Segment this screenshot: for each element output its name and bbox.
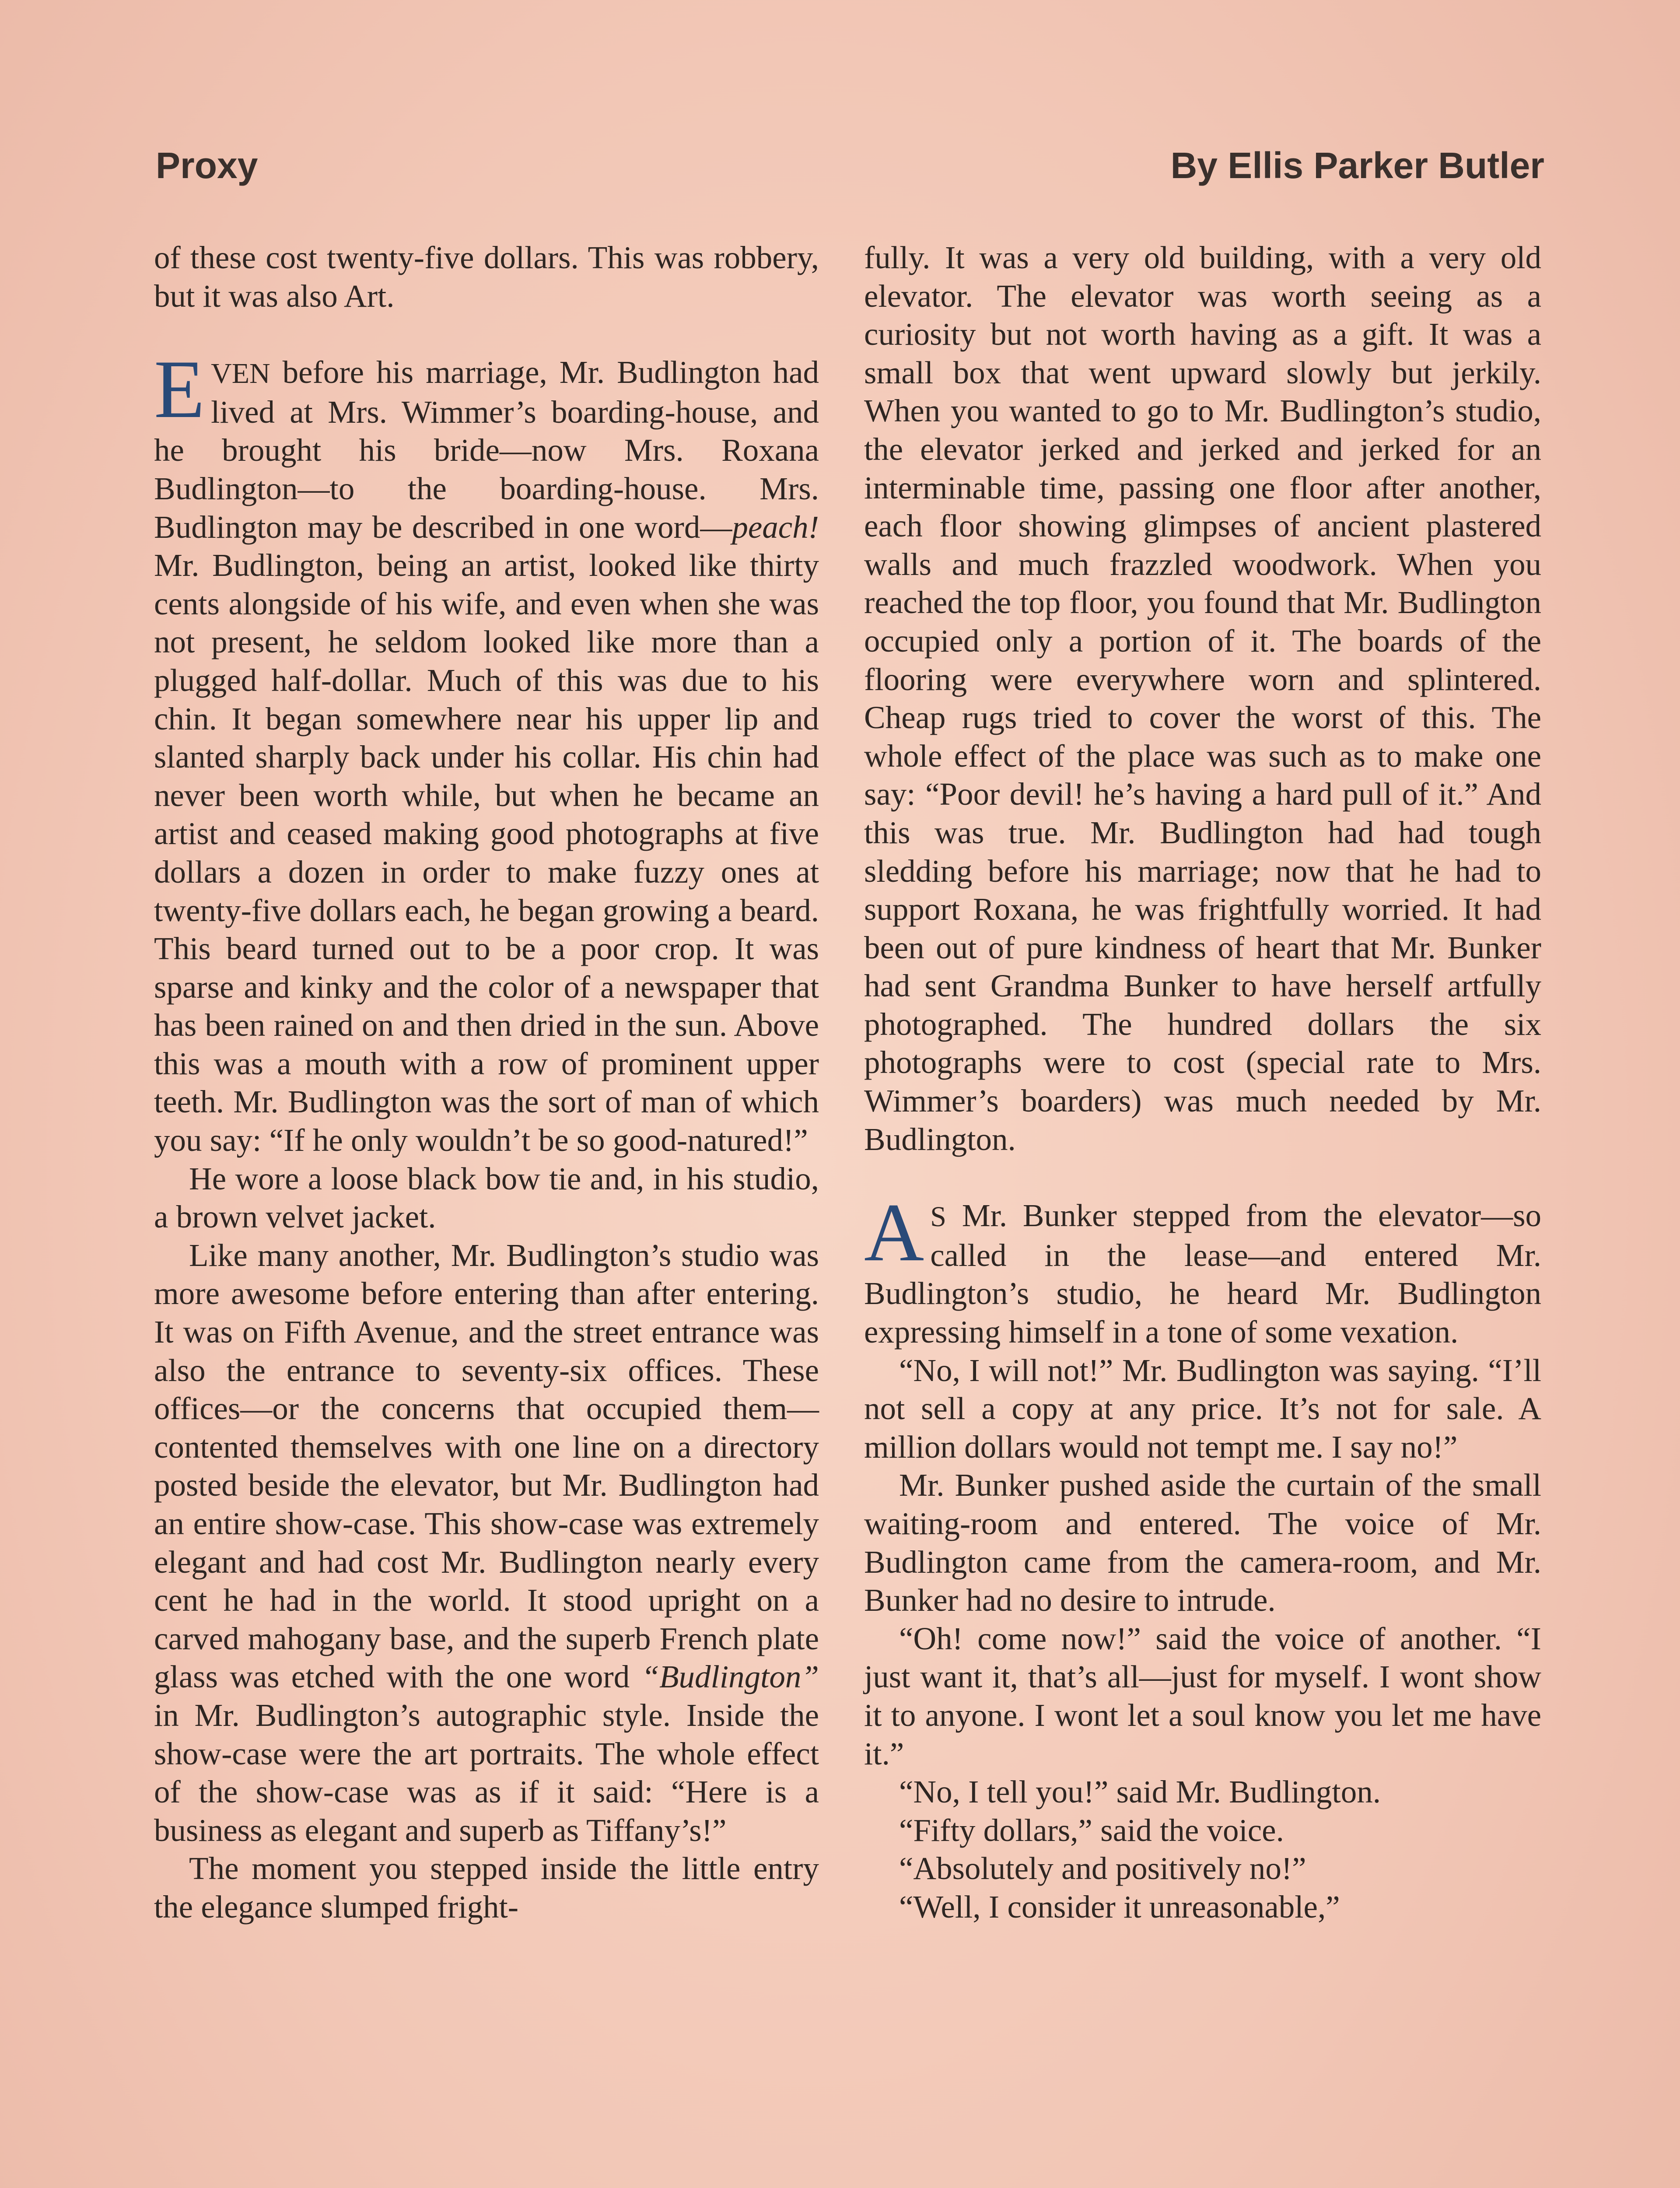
paragraph: The moment you stepped inside the little entry the elegance slumped fright-: [154, 1851, 819, 1925]
running-head: [156, 144, 1544, 197]
emphasis-text: peach!: [732, 509, 819, 545]
paragraph: He wore a loose black bow tie and, in his studio, a brown velvet jacket.: [154, 1161, 819, 1235]
emphasis-text: “Budlington”: [641, 1659, 819, 1695]
paragraph-dropcap: [154, 344, 819, 1159]
story-title: Proxy: [156, 145, 258, 186]
paragraph-text: before his marriage, Mr. Budlington had lived at Mrs. Wimmer’s boarding-house, and he brought his bride—now Mrs. Roxana Budlington—to the boarding-house. Mrs. Budlington may be described in one word—: [154, 354, 819, 545]
paragraph-text: Like many another, Mr. Budlington’s studio was more awesome before entering than after entering. It was on Fifth Avenue, and the street entrance was also the entrance to seventy-six offices. These offices—or the concerns that occupied them—contented themselves with one line on a directory posted beside the elevator, but Mr. Budlington had an entire show-case. This show-case was extremely elegant and had cost Mr. Budlington nearly every cent he had in the world. It stood upright on a carved mahogany base, and the superb French plate glass was etched with the one word: [154, 1237, 819, 1695]
paragraph: [154, 1236, 819, 1850]
drop-cap: E: [154, 344, 205, 436]
paragraph-dropcap: [864, 1187, 1541, 1351]
small-caps-lead: VEN: [211, 358, 270, 390]
left-column: [154, 238, 819, 1926]
paragraph-text: Mr. Budlington, being an artist, looked like thirty cents alongside of his wife, and even when she was not present, he seldom looked like more than a plugged half-dollar. Much of this was due to his chin. It began somewhere near his upper lip and slanted sharply back under his collar. His chin had never been worth while, but when he became an artist and ceased making good photographs at five dollars a dozen in order to make fuzzy ones at twenty-five dollars each, he began growing a beard. This beard turned out to be a poor crop. It was sparse and kinky and the color of a newspaper that has been rained on and then dried in the sun. Above this was a mouth with a row of prominent upper teeth. Mr. Budlington was the sort of man of which you say: “If he only wouldn’t be so good-natured!”: [154, 547, 819, 1158]
paragraph: fully. It was a very old building, with a very old elevator. The elevator was worth seeing as a curiosity but not worth having as a gift. It was a small box that went upward slowly but jerkily. When you wanted to go to Mr. Budlington’s studio, the elevator jerked and jerked and jerked for an interminable time, passing one floor after another, each floor showing glimpses of ancient plastered walls and much frazzled woodwork. When you reached the top floor, you found that Mr. Budlington occupied only a portion of it. The boards of the flooring were everywhere worn and splintered. Cheap rugs tried to cover the worst of this. The whole effect of the place was such as to make one say: “Poor devil! he’s having a hard pull of it.” And this was true. Mr. Budlington had had tough sledding before his marriage; now that he had to support Roxana, he was frightfully worried. It had been out of pure kindness of heart that Mr. Bunker had sent Grandma Bunker to have herself artfully photographed. The hundred dollars the six photographs were to cost (special rate to Mrs. Wimmer’s boarders) was much needed by Mr. Budlington.: [864, 240, 1541, 1157]
small-caps-lead: S: [930, 1201, 946, 1233]
author-byline: By Ellis Parker Butler: [1170, 145, 1544, 186]
paragraph: “No, I will not!” Mr. Budlington was saying. “I’ll not sell a copy at any price. It’s not for sale. A million dollars would not tempt me. I say no!”: [864, 1352, 1541, 1465]
drop-cap: A: [864, 1187, 924, 1279]
paragraph: “Oh! come now!” said the voice of another. “I just want it, that’s all—just for myself. I wont show it to anyone. I wont let a soul know you let me have it.”: [864, 1620, 1541, 1771]
paragraph: “Absolutely and positively no!”: [899, 1851, 1306, 1886]
paragraph: “No, I tell you!” said Mr. Budlington.: [899, 1774, 1381, 1810]
right-column: [864, 238, 1541, 1926]
paragraph: “Fifty dollars,” said the voice.: [899, 1812, 1284, 1848]
paragraph-text: in Mr. Budlington’s autographic style. Inside the show-case were the art portraits. The whole effect of the show-case was as if it said: “Here is a business as elegant and superb as Tiffany’s!”: [154, 1697, 819, 1848]
paragraph: Mr. Bunker pushed aside the curtain of the small waiting-room and entered. The voice of Mr. Budlington came from the camera-room, and Mr. Bunker had no desire to intrude.: [864, 1467, 1541, 1618]
paragraph: of these cost twenty-five dollars. This was robbery, but it was also Art.: [154, 240, 819, 314]
paragraph-text: Mr. Bunker stepped from the elevator—so called in the lease—and entered Mr. Budlington’s studio, he heard Mr. Budlington expressing himself in a tone of some vexation.: [864, 1198, 1541, 1350]
paragraph: “Well, I consider it unreasonable,”: [899, 1889, 1340, 1925]
